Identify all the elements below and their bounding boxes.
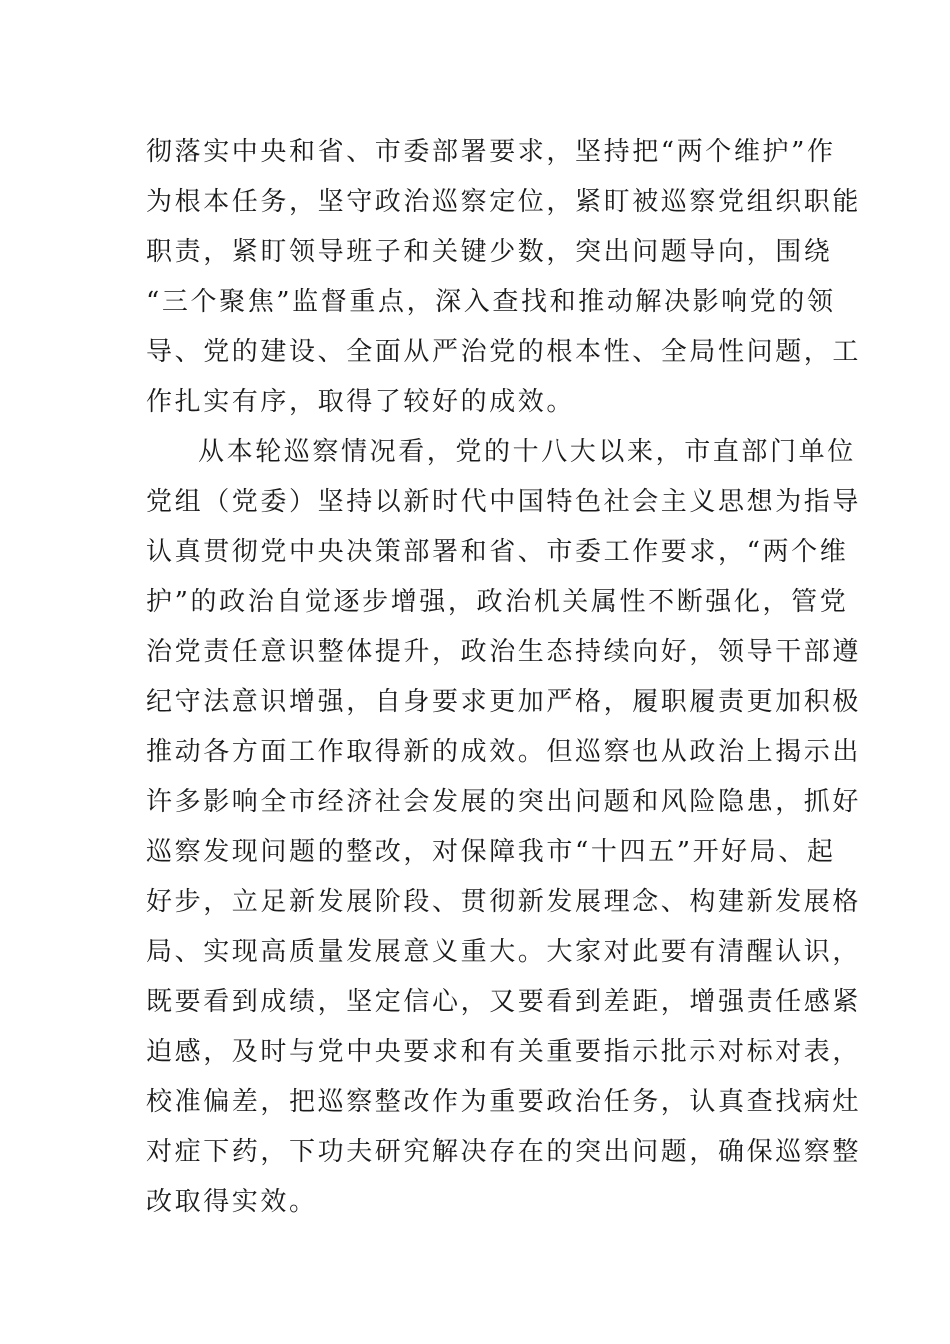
text-line: 党组（党委）坚持以新时代中国特色社会主义思想为指导 — [146, 487, 862, 517]
text-line: 局、实现高质量发展意义重大。大家对此要有清醒认识， — [146, 937, 862, 967]
text-line: 从本轮巡察情况看，党的十八大以来，市直部门单位 — [198, 437, 856, 467]
text-line: 巡察发现问题的整改，对保障我市“十四五”开好局、起 — [146, 837, 836, 867]
text-line: 好步，立足新发展阶段、贯彻新发展理念、构建新发展格 — [146, 887, 862, 917]
text-line: 职责，紧盯领导班子和关键少数，突出问题导向，围绕 — [146, 237, 833, 267]
text-line: “三个聚焦”监督重点，深入查找和推动解决影响党的领 — [146, 287, 836, 317]
text-line: 迫感，及时与党中央要求和有关重要指示批示对标对表， — [146, 1037, 862, 1067]
text-line: 纪守法意识增强，自身要求更加严格，履职履责更加积极 — [146, 687, 862, 717]
text-line: 对症下药，下功夫研究解决存在的突出问题，确保巡察整 — [146, 1137, 862, 1167]
text-line: 既要看到成绩，坚定信心，又要看到差距，增强责任感紧 — [146, 987, 862, 1017]
text-line: 改取得实效。 — [146, 1187, 318, 1217]
text-line: 认真贯彻党中央决策部署和省、市委工作要求，“两个维 — [146, 537, 849, 567]
text-line: 护”的政治自觉逐步增强，政治机关属性不断强化，管党 — [146, 587, 849, 617]
text-line: 校准偏差，把巡察整改作为重要政治任务，认真查找病灶 — [146, 1087, 862, 1117]
text-line: 为根本任务，坚守政治巡察定位，紧盯被巡察党组织职能 — [146, 187, 862, 217]
text-line: 许多影响全市经济社会发展的突出问题和风险隐患，抓好 — [146, 787, 862, 817]
text-line: 彻落实中央和省、市委部署要求，坚持把“两个维护”作 — [146, 137, 836, 167]
text-line: 治党责任意识整体提升，政治生态持续向好，领导干部遵 — [146, 637, 862, 667]
text-line: 作扎实有序，取得了较好的成效。 — [146, 387, 576, 417]
text-line: 导、党的建设、全面从严治党的根本性、全局性问题，工 — [146, 337, 862, 367]
text-line: 推动各方面工作取得新的成效。但巡察也从政治上揭示出 — [146, 737, 862, 767]
